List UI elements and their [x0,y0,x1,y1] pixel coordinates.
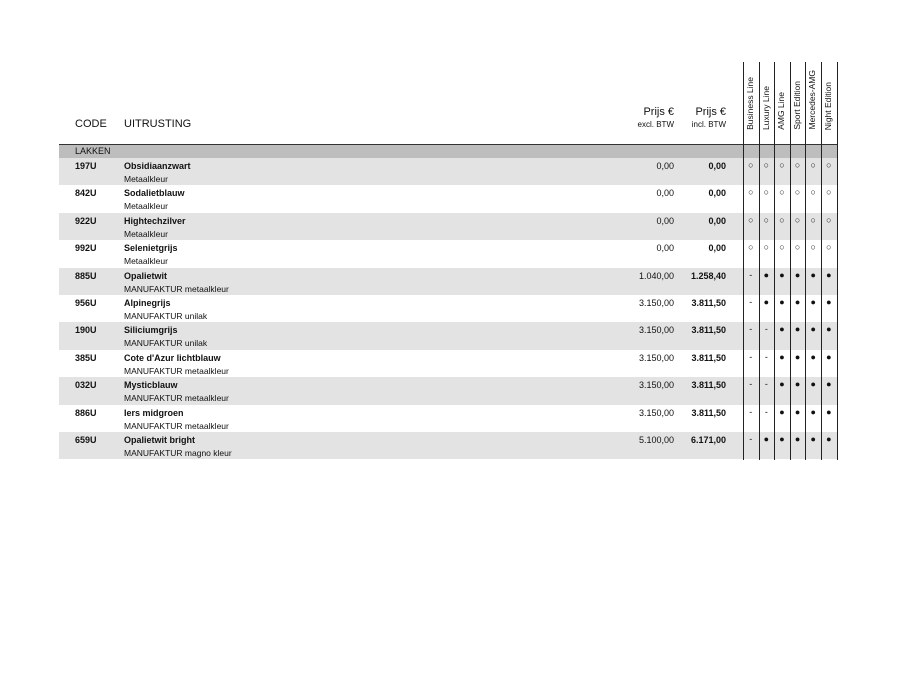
availability-mark: - [749,433,753,444]
row-code: 956U [75,297,97,308]
section-header-lakken: LAKKEN [59,144,837,158]
availability-mark: ● [779,296,785,307]
availability-mark: - [749,269,753,280]
price-list-sheet [59,62,837,459]
availability-mark: ● [779,433,785,444]
line-header-3 [774,62,790,144]
availability-mark: ● [779,269,785,280]
availability-mark: ● [779,406,785,417]
row-price-excl: 0,00 [656,161,674,171]
availability-mark: ● [763,269,770,280]
row-price-incl: 3.811,50 [691,297,726,308]
availability-mark: ○ [779,160,785,170]
availability-mark: ○ [763,214,770,225]
row-subtitle: Metaalkleur [124,228,168,239]
row-price-incl: 1.258,40 [690,270,726,281]
table-row [59,268,837,295]
availability-mark: ○ [794,160,801,170]
availability-mark: ○ [794,242,801,253]
availability-mark: ○ [810,160,816,170]
row-name: Mysticblauw [124,380,178,391]
row-availability [743,158,837,185]
row-price-excl: 3.150,00 [638,352,674,363]
availability-mark: ○ [748,242,754,253]
line-header-label: AMG Line [776,92,787,130]
row-availability [743,350,837,377]
price-incl-subtitle: incl. BTW [691,120,726,129]
availability-mark: ○ [794,214,801,225]
row-availability [743,240,837,267]
row-subtitle: MANUFAKTUR metaalkleur [124,420,229,431]
row-price-incl: 0,00 [708,243,726,254]
line-header-4 [790,62,806,144]
availability-mark: ○ [826,242,832,253]
availability-mark: ● [826,296,832,307]
availability-mark: ○ [748,214,754,225]
availability-mark: - [764,351,768,362]
table-row [59,185,837,212]
row-subtitle: Metaalkleur [124,256,168,267]
availability-mark: ● [794,324,801,335]
code-column-header: CODE [75,118,107,130]
row-availability [743,377,837,404]
line-header-label: Night Edition [823,81,833,130]
row-subtitle: MANUFAKTUR metaalkleur [124,393,229,404]
availability-mark: ● [826,433,832,444]
row-subtitle: MANUFAKTUR metaalkleur [124,365,229,376]
row-subtitle: MANUFAKTUR metaalkleur [124,283,229,294]
availability-mark: ● [794,406,801,417]
availability-mark: ● [794,433,801,444]
row-availability [743,268,837,295]
row-code: 886U [75,407,97,418]
availability-mark: ● [810,269,816,280]
row-name: Opalietwit bright [124,434,195,445]
availability-mark: ● [810,324,816,335]
table-row [59,377,837,404]
table-row [59,432,837,459]
row-price-incl: 0,00 [708,215,726,226]
availability-mark: ● [779,379,785,390]
availability-mark: ○ [826,160,832,170]
availability-mark: - [749,296,753,307]
row-name: Iers midgroen [124,407,184,418]
table-row [59,405,837,432]
availability-mark: ● [810,433,816,444]
row-availability [743,322,837,349]
row-availability [743,185,837,212]
availability-mark: ○ [794,187,801,198]
availability-mark: - [764,324,768,335]
row-name: Opalietwit [124,270,168,281]
availability-mark: ● [794,351,801,362]
price-excl-title: Prijs € [643,106,674,118]
row-code: 659U [75,434,97,445]
availability-mark: ○ [763,242,770,253]
row-subtitle: Metaalkleur [124,201,168,212]
availability-mark: ● [826,351,832,362]
availability-mark: ● [779,351,785,362]
availability-mark: ○ [779,242,785,253]
price-incl-title: Prijs € [695,106,726,118]
table-row [59,158,837,185]
row-code: 385U [75,352,97,363]
row-price-excl: 3.150,00 [638,297,674,308]
table-row [59,350,837,377]
row-subtitle: MANUFAKTUR unilak [124,338,208,349]
row-price-incl: 0,00 [708,161,726,171]
row-code: 032U [75,380,97,391]
availability-mark: - [749,324,753,335]
price-excl-header [638,106,674,129]
line-header-1 [743,62,759,144]
availability-mark: ○ [748,160,754,170]
row-price-incl: 3.811,50 [691,380,726,391]
availability-mark: ● [810,406,816,417]
row-name: Hightechzilver [124,215,186,226]
availability-mark: ○ [763,187,770,198]
line-header-label: Business Line [745,77,755,130]
row-availability [743,432,837,459]
line-header-5 [805,62,821,144]
row-name: Alpinegrijs [124,297,171,308]
table-row [59,240,837,267]
line-header-2 [759,62,775,144]
availability-mark: ○ [810,187,816,198]
row-subtitle: MANUFAKTUR magno kleur [124,447,232,458]
row-code: 197U [75,161,97,171]
row-name: Siliciumgrijs [124,325,178,336]
availability-mark: ● [810,296,816,307]
row-price-excl: 3.150,00 [638,380,674,391]
row-availability [743,405,837,432]
row-price-excl: 0,00 [656,188,674,199]
row-price-excl: 0,00 [656,243,674,254]
price-incl-header [692,106,726,129]
availability-mark: ● [763,433,770,444]
row-price-incl: 3.811,50 [691,407,726,418]
availability-mark: ○ [810,214,816,225]
row-availability [743,295,837,322]
row-price-incl: 3.811,50 [691,325,726,336]
availability-mark: - [764,406,768,417]
price-excl-subtitle: excl. BTW [637,120,674,129]
equipment-column-header: UITRUSTING [124,118,192,130]
row-price-incl: 3.811,50 [691,352,726,363]
table-row [59,322,837,349]
availability-mark: ● [779,324,785,335]
line-header-label: Sport Edition [791,81,802,130]
availability-mark: ○ [748,187,754,198]
row-subtitle: Metaalkleur [124,174,168,184]
availability-mark: - [749,351,753,362]
row-name: Selenietgrijs [124,243,178,254]
row-price-excl: 3.150,00 [638,407,674,418]
availability-mark: ● [794,269,801,280]
availability-mark: ● [826,406,832,417]
line-header-label: Luxury Line [760,86,771,130]
line-header-6 [821,62,837,144]
table-row [59,213,837,240]
row-code: 922U [75,215,97,226]
availability-mark: ○ [763,160,770,170]
row-name: Cote d'Azur lichtblauw [124,352,221,363]
availability-mark: ● [810,351,816,362]
availability-mark: ● [826,324,832,335]
row-price-incl: 0,00 [708,188,726,199]
row-name: Obsidiaanzwart [124,161,191,171]
availability-mark: ○ [810,242,816,253]
availability-mark: - [764,379,768,390]
row-subtitle: MANUFAKTUR unilak [124,310,208,321]
row-code: 842U [75,188,97,199]
row-code: 992U [75,243,97,254]
availability-mark: ● [794,379,801,390]
row-price-excl: 3.150,00 [638,325,674,336]
table-header [59,62,837,144]
row-price-excl: 1.040,00 [638,270,674,281]
row-price-excl: 5.100,00 [638,434,674,445]
availability-mark: ● [826,379,832,390]
paint-rows [59,158,837,459]
row-availability [743,213,837,240]
availability-mark: ○ [826,187,832,198]
availability-mark: - [749,406,753,417]
availability-mark: ● [810,379,816,390]
row-price-incl: 6.171,00 [690,434,726,445]
row-code: 190U [75,325,97,336]
availability-mark: ○ [826,214,832,225]
row-code: 885U [75,270,97,281]
availability-mark: ○ [779,214,785,225]
row-name: Sodalietblauw [124,188,185,199]
availability-mark: ○ [779,187,785,198]
table-row [59,295,837,322]
availability-mark: ● [826,269,832,280]
availability-mark: ● [794,296,801,307]
availability-mark: - [749,379,753,390]
availability-mark: ● [763,296,770,307]
row-price-excl: 0,00 [656,215,674,226]
line-header-label: Mercedes-AMG [807,70,818,130]
